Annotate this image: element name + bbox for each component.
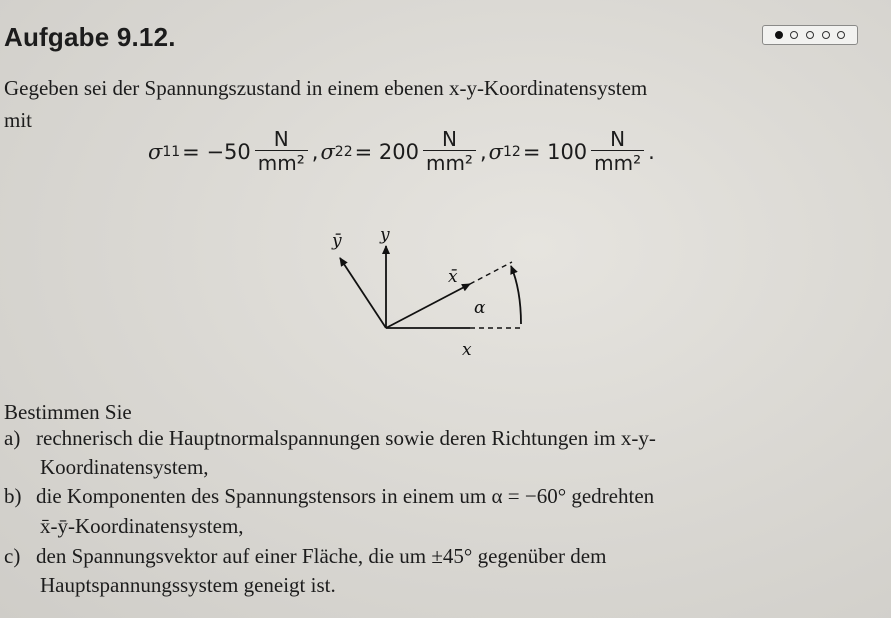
- separator: ,: [311, 139, 319, 164]
- formula-end: .: [648, 139, 655, 164]
- sigma-12-symbol: σ: [488, 139, 503, 164]
- ybar-label: ȳ: [332, 231, 342, 251]
- alpha-label: α: [474, 298, 486, 318]
- exercise-title: Aufgabe 9.12.: [4, 22, 176, 52]
- task-a-line-1: [4, 426, 656, 451]
- task-a-text-1: rechnerisch die Hauptnormalspannungen sowie deren Richtungen im x-y-: [36, 426, 656, 450]
- sigma-11-subscript: 11: [162, 143, 181, 160]
- sigma-11-symbol: σ: [148, 139, 163, 164]
- separator: ,: [479, 139, 487, 164]
- unit-numerator: N: [423, 128, 476, 151]
- sigma-11-value: = −50: [182, 139, 251, 164]
- sigma-12-value: = 100: [522, 139, 588, 164]
- unit-numerator: N: [255, 128, 308, 151]
- task-c-text-1: den Spannungsvektor auf einer Fläche, die um ±45° gegenüber dem: [36, 544, 607, 568]
- unit-denominator: mm²: [257, 151, 305, 175]
- task-c-label: c): [4, 544, 21, 568]
- unit-numerator: N: [591, 128, 644, 151]
- tasks-intro: Bestimmen Sie: [4, 400, 132, 424]
- sigma-22-subscript: 22: [334, 143, 353, 160]
- x-label: x: [462, 340, 472, 360]
- sigma-22-value: = 200: [354, 139, 419, 164]
- task-c-line-1: [4, 544, 606, 569]
- sigma-12-subscript: 12: [502, 143, 521, 160]
- alpha-arc: [511, 266, 521, 324]
- task-a-line-2: Koordinatensystem,: [40, 455, 209, 479]
- unit-denominator: mm²: [425, 151, 473, 175]
- ybar-axis: [340, 258, 386, 328]
- task-b-line-2: x̄-ȳ-Koordinatensystem,: [40, 514, 244, 538]
- task-a-label: a): [4, 426, 21, 450]
- xbar-axis-extension: [470, 262, 512, 284]
- task-b-text-1: die Komponenten des Spannungstensors in einem um α = −60° gedrehten: [36, 484, 655, 508]
- unit-denominator: mm²: [594, 151, 642, 175]
- task-b-label: b): [4, 484, 22, 508]
- task-c-line-2: Hauptspannungssystem geneigt ist.: [40, 573, 336, 597]
- xbar-label: x̄: [448, 267, 458, 287]
- intro-line-1: Gegeben sei der Spannungszustand in einem ebenen x-y-Koordinatensystem: [4, 76, 648, 100]
- sigma-22-symbol: σ: [320, 139, 335, 164]
- y-label: y: [380, 225, 390, 245]
- xbar-axis: [386, 284, 470, 328]
- intro-line-2: mit: [4, 108, 33, 132]
- task-b-line-1: [4, 484, 654, 509]
